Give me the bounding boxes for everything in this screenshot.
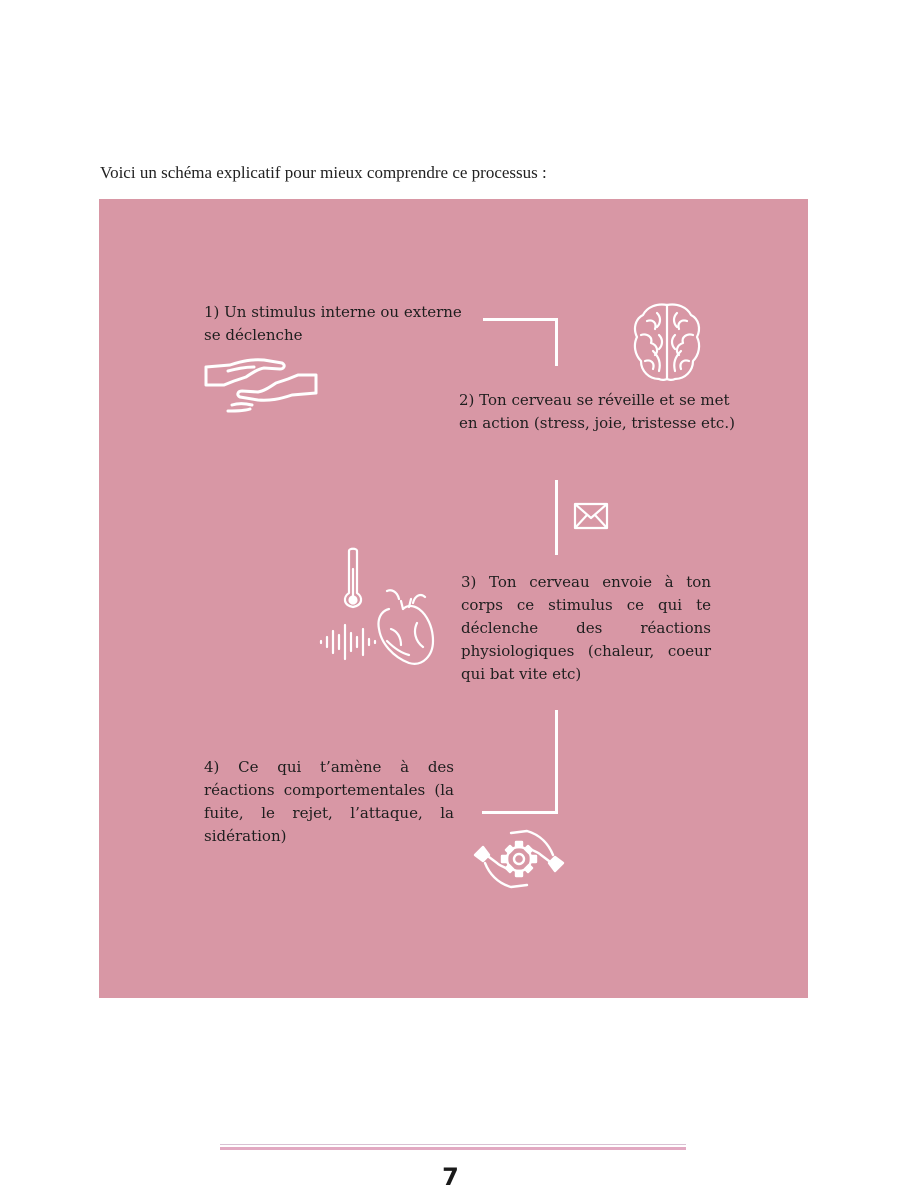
intro-text: Voici un schéma explicatif pour mieux comprendre ce processus :	[100, 163, 547, 182]
hands-icon	[204, 359, 318, 419]
connector-3-horizontal	[482, 811, 558, 814]
step-4-text: 4) Ce qui t’amène à des réactions comportementales (la fuite, le rejet, l’attaque, la sidération)	[204, 758, 454, 845]
connector-3-vertical	[555, 710, 558, 814]
diagram-panel	[99, 199, 808, 998]
heart-thermometer-icon	[317, 545, 439, 679]
footer-rule	[220, 1144, 686, 1150]
envelope-icon	[573, 501, 609, 531]
connector-1-vertical	[555, 318, 558, 366]
step-3-text: 3) Ton cerveau envoie à ton corps ce stimulus ce qui te déclenche des réactions physiologiques (chaleur, coeur qui bat vite etc)	[461, 573, 711, 683]
step-1-text: 1) Un stimulus interne ou externe se déclenche	[204, 303, 462, 344]
step-2-text: 2) Ton cerveau se réveille et se met en action (stress, joie, tristesse etc.)	[459, 391, 735, 432]
page-number: 7	[442, 1163, 459, 1191]
connector-2-vertical	[555, 480, 558, 555]
hands-gear-icon	[471, 827, 567, 891]
brain-icon	[631, 301, 703, 383]
connector-1-horizontal	[483, 318, 558, 321]
